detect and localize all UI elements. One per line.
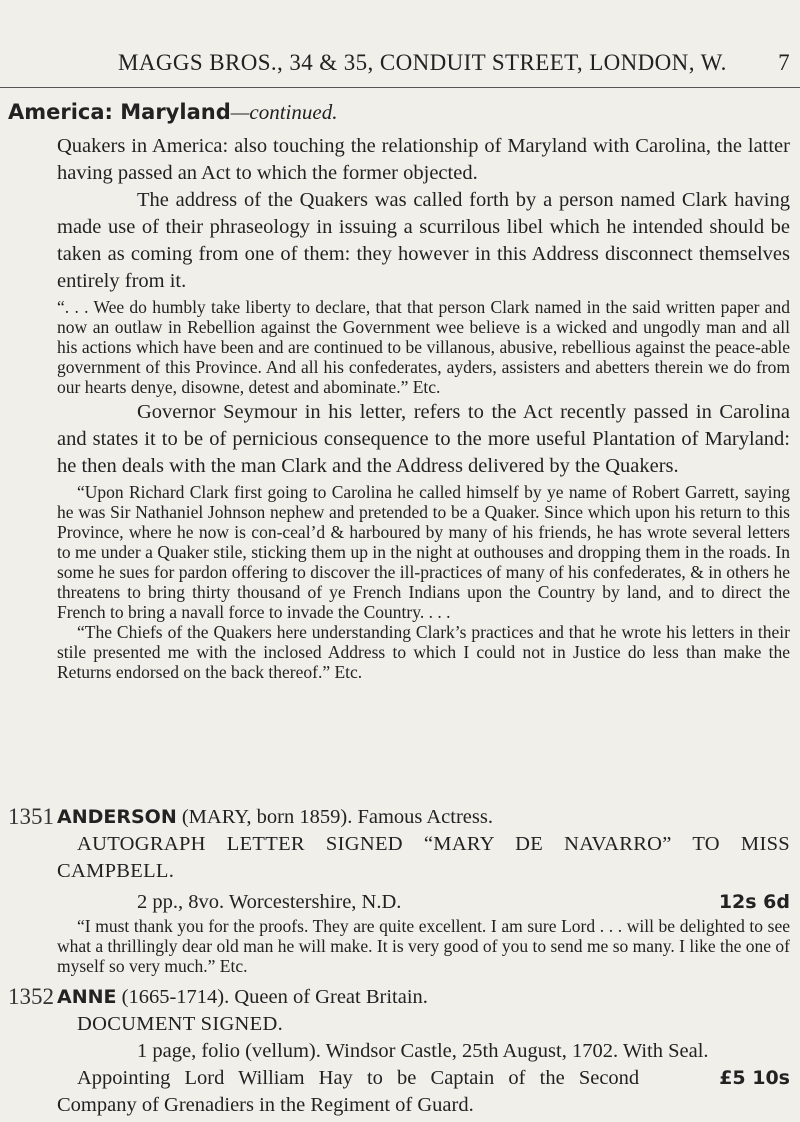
- header-text: MAGGS BROS., 34 & 35, CONDUIT STREET, LONDON, W.: [118, 50, 727, 75]
- quote-paragraph: “Upon Richard Clark first going to Carolina he called himself by ye name of Robert Garrett, saying he was Sir Nathaniel Johnson nephew and pretended to be a Quaker. Since which upon his return to this Province, where he now is con-ceal’d & harboured by many of his friends, he has wrote several letters to me under a Quaker stile, sticking them up in the night at outhouses and dropping them in the roads. In some he sues for pardon offering to discover the ill-practices of many of his confederates, & in others he threatens to bring thirty thousand of ye French Indians upon the Country by land, and to direct the French to bring a navall force to invade the Country. . . .: [57, 482, 790, 622]
- lot-heading: DOCUMENT SIGNED.: [77, 1013, 284, 1035]
- lot-price: £5 10s: [719, 1067, 790, 1089]
- lot-number: 1352: [8, 984, 54, 1009]
- continued-label: —continued.: [230, 100, 338, 124]
- lot-description-line: [57, 1038, 790, 1089]
- intro-paragraph: The address of the Quakers was called forth by a person named Clark having made use of their phraseology in issuing a scurrilous libel which he intended should be taken as coming from one of them: they however in this Address disconnect themselves entirely from it.: [57, 189, 790, 292]
- lot-heading: AUTOGRAPH LETTER SIGNED “MARY DE NAVARRO” TO MISS CAMPBELL.: [57, 833, 790, 882]
- page-number: 7: [778, 50, 790, 75]
- lot-note: Appointing Lord William Hay to be Captain of the Second Company of Grenadiers in the Regiment of Guard.: [57, 1067, 640, 1116]
- lot-description-line: [57, 889, 790, 916]
- lot-entry: [57, 804, 790, 976]
- governor-paragraph: Governor Seymour in his letter, refers to the Act recently passed in Carolina and states it to be of pernicious consequence to the more useful Plantation of Maryland: he then deals with the man Clark and the Address delivered by the Quakers.: [57, 401, 790, 477]
- lot-1350-continuation: [57, 133, 790, 682]
- lot-price: 12s 6d: [718, 891, 790, 913]
- quote-paragraph: “. . . Wee do humbly take liberty to declare, that that person Clark named in the said written paper and now an outlaw in Rebellion against the Government wee believe is a wicked and ungodly man and all his actions which have been and are continued to be villanous, abusive, rebellious against the peace-able government of this Province. And all his confederates, ayders, assisters and abetters therein we do from our hearts denye, disowne, detest and abominate.” Etc.: [57, 297, 790, 397]
- lot-dates: (MARY, born 1859). Famous Actress.: [181, 806, 493, 828]
- lot-description: 1 page, folio (vellum). Windsor Castle, 25th August, 1702. With Seal.: [137, 1040, 709, 1062]
- header-rule: [0, 87, 800, 88]
- lot-name: ANDERSON: [57, 806, 177, 828]
- quote-paragraph: “The Chiefs of the Quakers here understanding Clark’s practices and that he wrote his letters in their stile presented me with the inclosed Address to which I could not in Justice do less than make the Returns endorsed on the back thereof.” Etc.: [57, 622, 790, 682]
- lot-number: 1351: [8, 804, 54, 829]
- lot-entry: [57, 984, 790, 1119]
- intro-paragraph: Quakers in America: also touching the relationship of Maryland with Carolina, the latter having passed an Act to which the former objected.: [57, 135, 790, 184]
- lot-name: ANNE: [57, 986, 117, 1008]
- lot-description: 2 pp., 8vo. Worcestershire, N.D.: [137, 891, 402, 913]
- lot-dates: (1665-1714). Queen of Great Britain.: [121, 986, 428, 1008]
- section-title-text: America: Maryland: [8, 100, 231, 124]
- lot-quote: “I must thank you for the proofs. They are quite excellent. I am sure Lord . . . will be delighted to see what a thrillingly dear old man he will make. It is very good of you to send me so many. I like the one of myself so very much.” Etc.: [57, 916, 790, 976]
- section-title: [8, 100, 337, 125]
- page-header: [118, 50, 798, 76]
